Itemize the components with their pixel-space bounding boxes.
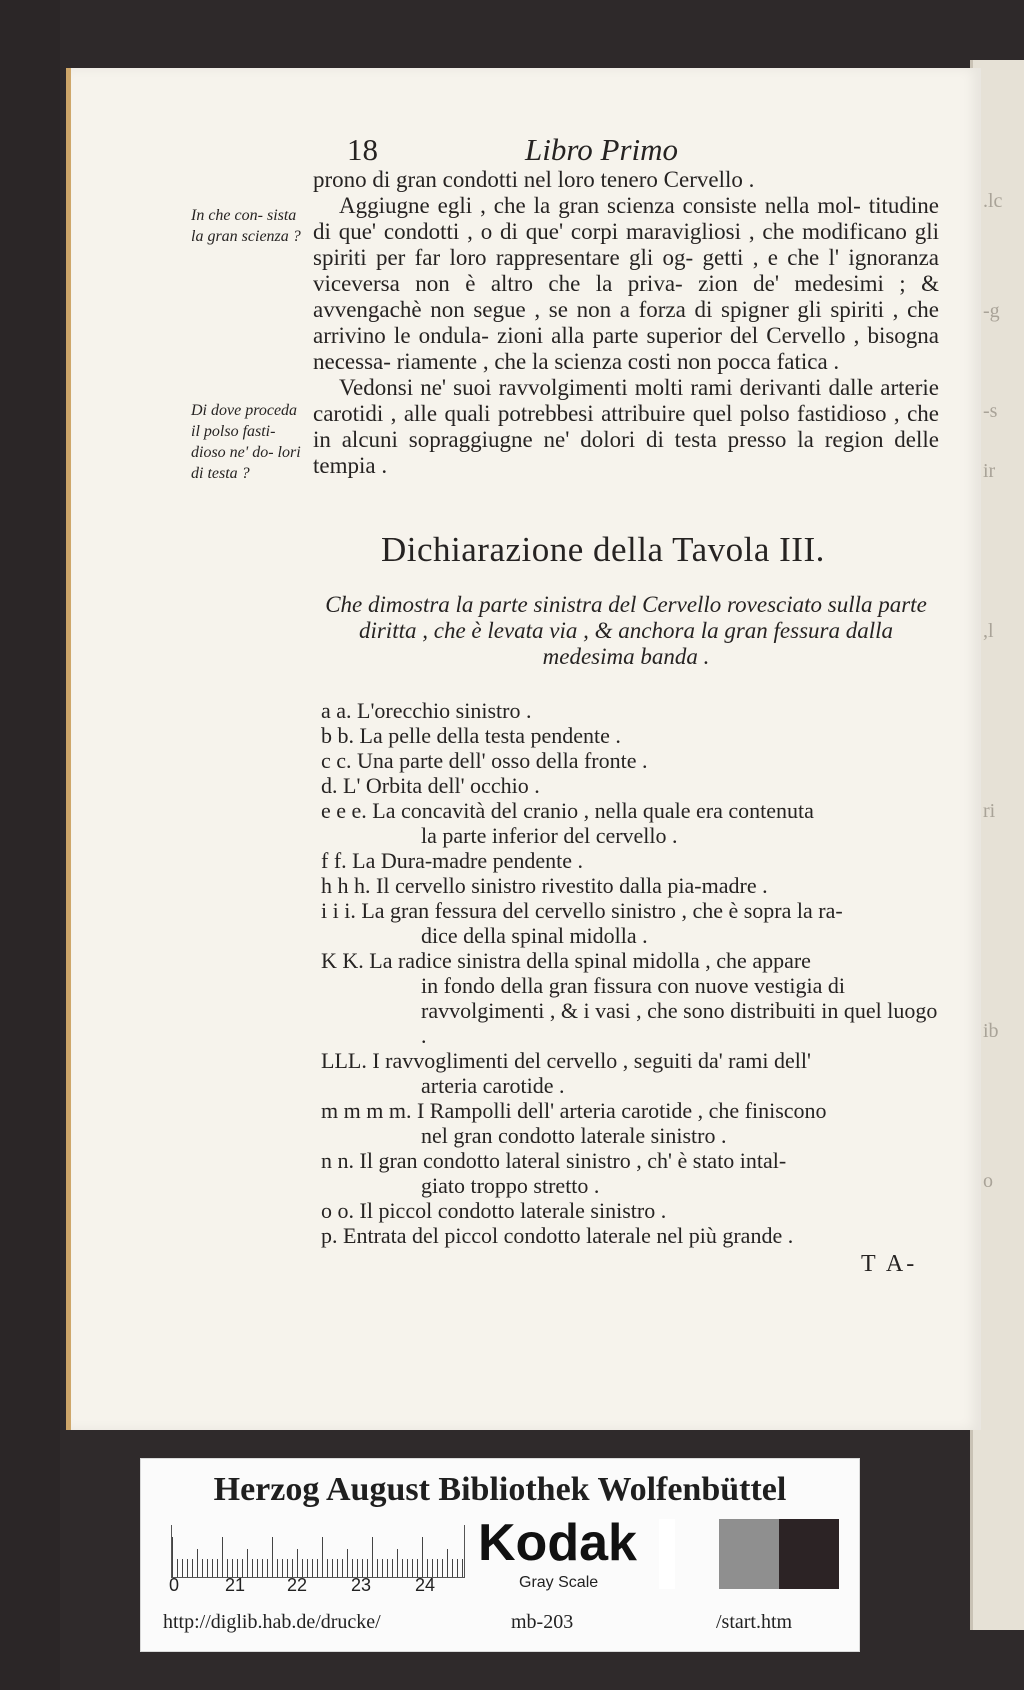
legend-entry [321,898,945,948]
legend-entry [321,848,945,873]
legend-entry [321,798,945,848]
legend-entry [321,1048,945,1098]
ruler-tick [397,1549,398,1577]
legend-continuation: nel gran condotto laterale sinistro . [421,1123,727,1148]
legend-text: Il piccol condotto laterale sinistro . [359,1198,667,1223]
legend-entry [321,1098,945,1148]
legend-continuation: arteria carotide . [421,1073,565,1098]
legend-key: o o. [321,1198,354,1223]
url-mid: mb-203 [511,1611,574,1633]
book-page [66,68,981,1430]
margin-note-polso: Di dove proceda il polso fasti- dioso ne' do- lori di testa ? [191,402,301,482]
kodak-logo: Kodak [478,1514,637,1572]
ruler-tick [347,1549,348,1577]
legend-text: I Rampolli dell' arteria carotide , che finiscono [416,1098,827,1123]
legend-text: La Dura-madre pendente . [352,848,584,873]
legend-text: I ravvoglimenti del cervello , seguiti da' rami dell' [372,1048,811,1073]
legend-entry [321,773,945,798]
legend-key: b b. [321,723,354,748]
running-head: Libro Primo [525,132,679,167]
ruler-tick [247,1549,248,1577]
ruler-label: 22 [287,1575,308,1595]
ruler-labels [171,1575,471,1599]
legend-key: p. [321,1223,338,1248]
body-text [313,167,939,479]
legend-text: La concavità del cranio , nella quale era contenuta [372,798,814,823]
adjacent-page-edge: .lc -g -s ir ,l ri ib o [970,60,1024,1630]
catchword: T A- [861,1251,918,1277]
ruler-tick [422,1537,423,1577]
margin-note-scienza: In che con- sista la gran scienza ? [191,207,301,245]
legend-text: L' Orbita dell' occhio . [343,773,540,798]
ruler-tick [222,1537,223,1577]
legend-entry [321,948,945,1048]
paragraph: Vedonsi ne' suoi ravvolgimenti molti rami derivanti dalle arterie carotidi , alle quali potrebbesi attribuire quel polso fastidioso , che in alcuni sopraggiugne ne' dolori di testa presso la region delle tempia . [313,375,939,478]
legend-entry [321,698,945,723]
ruler-tick [172,1537,173,1577]
paragraph: Aggiugne egli , che la gran scienza consiste nella mol- titudine di que' condotti , o di que' corpi maravigliosi , che modificano gli spiriti per far loro rappresentare gli og- getti , e che l' ignoranza viceversa non è altro che la priva- zion de' medesimi ; & avvengachè non segue , se non a forza di spigner gli spiriti , che arrivino le ondula- zioni alla parte superior del Cervello , bisogna necessa- riamente , che la scienza costi non pocca fatica . [313,193,939,374]
legend-continuation: in fondo della gran fissura con nuove vestigia di ravvolgimenti , & i vasi , che sono distribuiti in quel luogo . [421,973,938,1048]
legend-entry [321,723,945,748]
legend-key: d. [321,773,338,798]
section-subtitle: Che dimostra la parte sinistra del Cervello rovesciato sulla parte diritta , che è levata via , & anchora la gran fessura dalla medesima banda . [325,592,927,669]
ruler-tick [322,1537,323,1577]
legend-entry [321,1148,945,1198]
legend-key: e e e. [321,798,367,823]
ruler-tick [297,1549,298,1577]
ruler-label: 21 [225,1575,246,1595]
legend-entry [321,748,945,773]
legend-continuation: dice della spinal midolla . [421,923,648,948]
plate-legend [321,698,945,1248]
legend-key: m m m m. [321,1098,412,1123]
page-number: 18 [347,132,378,167]
library-title: Herzog August Bibliothek Wolfenbüttel [213,1471,787,1508]
legend-key: K K. [321,948,364,973]
legend-key: f f. [321,848,347,873]
legend-continuation: la parte inferior del cervello . [421,823,678,848]
scanner-frame-left [0,0,60,1690]
gray-scale-label: Gray Scale [519,1574,599,1591]
legend-entry [321,1223,945,1248]
legend-key: n n. [321,1148,354,1173]
ruler-label: 23 [351,1575,372,1595]
url-left: http://diglib.hab.de/drucke/ [163,1611,381,1633]
legend-key: LLL. [321,1048,367,1073]
ruler-tick [447,1549,448,1577]
legend-key: c c. [321,748,352,773]
legend-key: i i i. [321,898,356,923]
white-patch [659,1519,675,1589]
ruler-tick [197,1549,198,1577]
ruler-label: 0 [169,1575,180,1595]
legend-text: La pelle della testa pendente . [359,723,621,748]
ruler-tick [272,1537,273,1577]
legend-key: h h h. [321,873,371,898]
legend-text: L'orecchio sinistro . [357,698,532,723]
dark-patch [779,1519,839,1589]
url-right: /start.htm [716,1611,793,1633]
legend-text: Il gran condotto lateral sinistro , ch' è stato intal- [359,1148,787,1173]
page-header [71,132,981,172]
legend-text: Il cervello sinistro rivestito dalla pia-madre . [376,873,768,898]
measure-ruler [171,1525,465,1578]
ruler-tick [372,1537,373,1577]
scanner-frame-top [0,0,1024,70]
legend-text: Una parte dell' osso della fronte . [357,748,648,773]
legend-text: La radice sinistra della spinal midolla , che appare [369,948,811,973]
legend-entry [321,1198,945,1223]
ruler-label: 24 [415,1575,436,1595]
gray-patch [719,1519,779,1589]
paragraph: prono di gran condotti nel loro tenero Cervello . [313,167,755,192]
legend-continuation: giato troppo stretto . [421,1173,600,1198]
legend-key: a a. [321,698,352,723]
section-title: Dichiarazione della Tavola III. [381,530,825,569]
legend-text: La gran fessura del cervello sinistro , che è sopra la ra- [361,898,843,923]
library-color-strip [140,1458,860,1652]
legend-text: Entrata del piccol condotto laterale nel più grande . [343,1223,794,1248]
legend-entry [321,873,945,898]
